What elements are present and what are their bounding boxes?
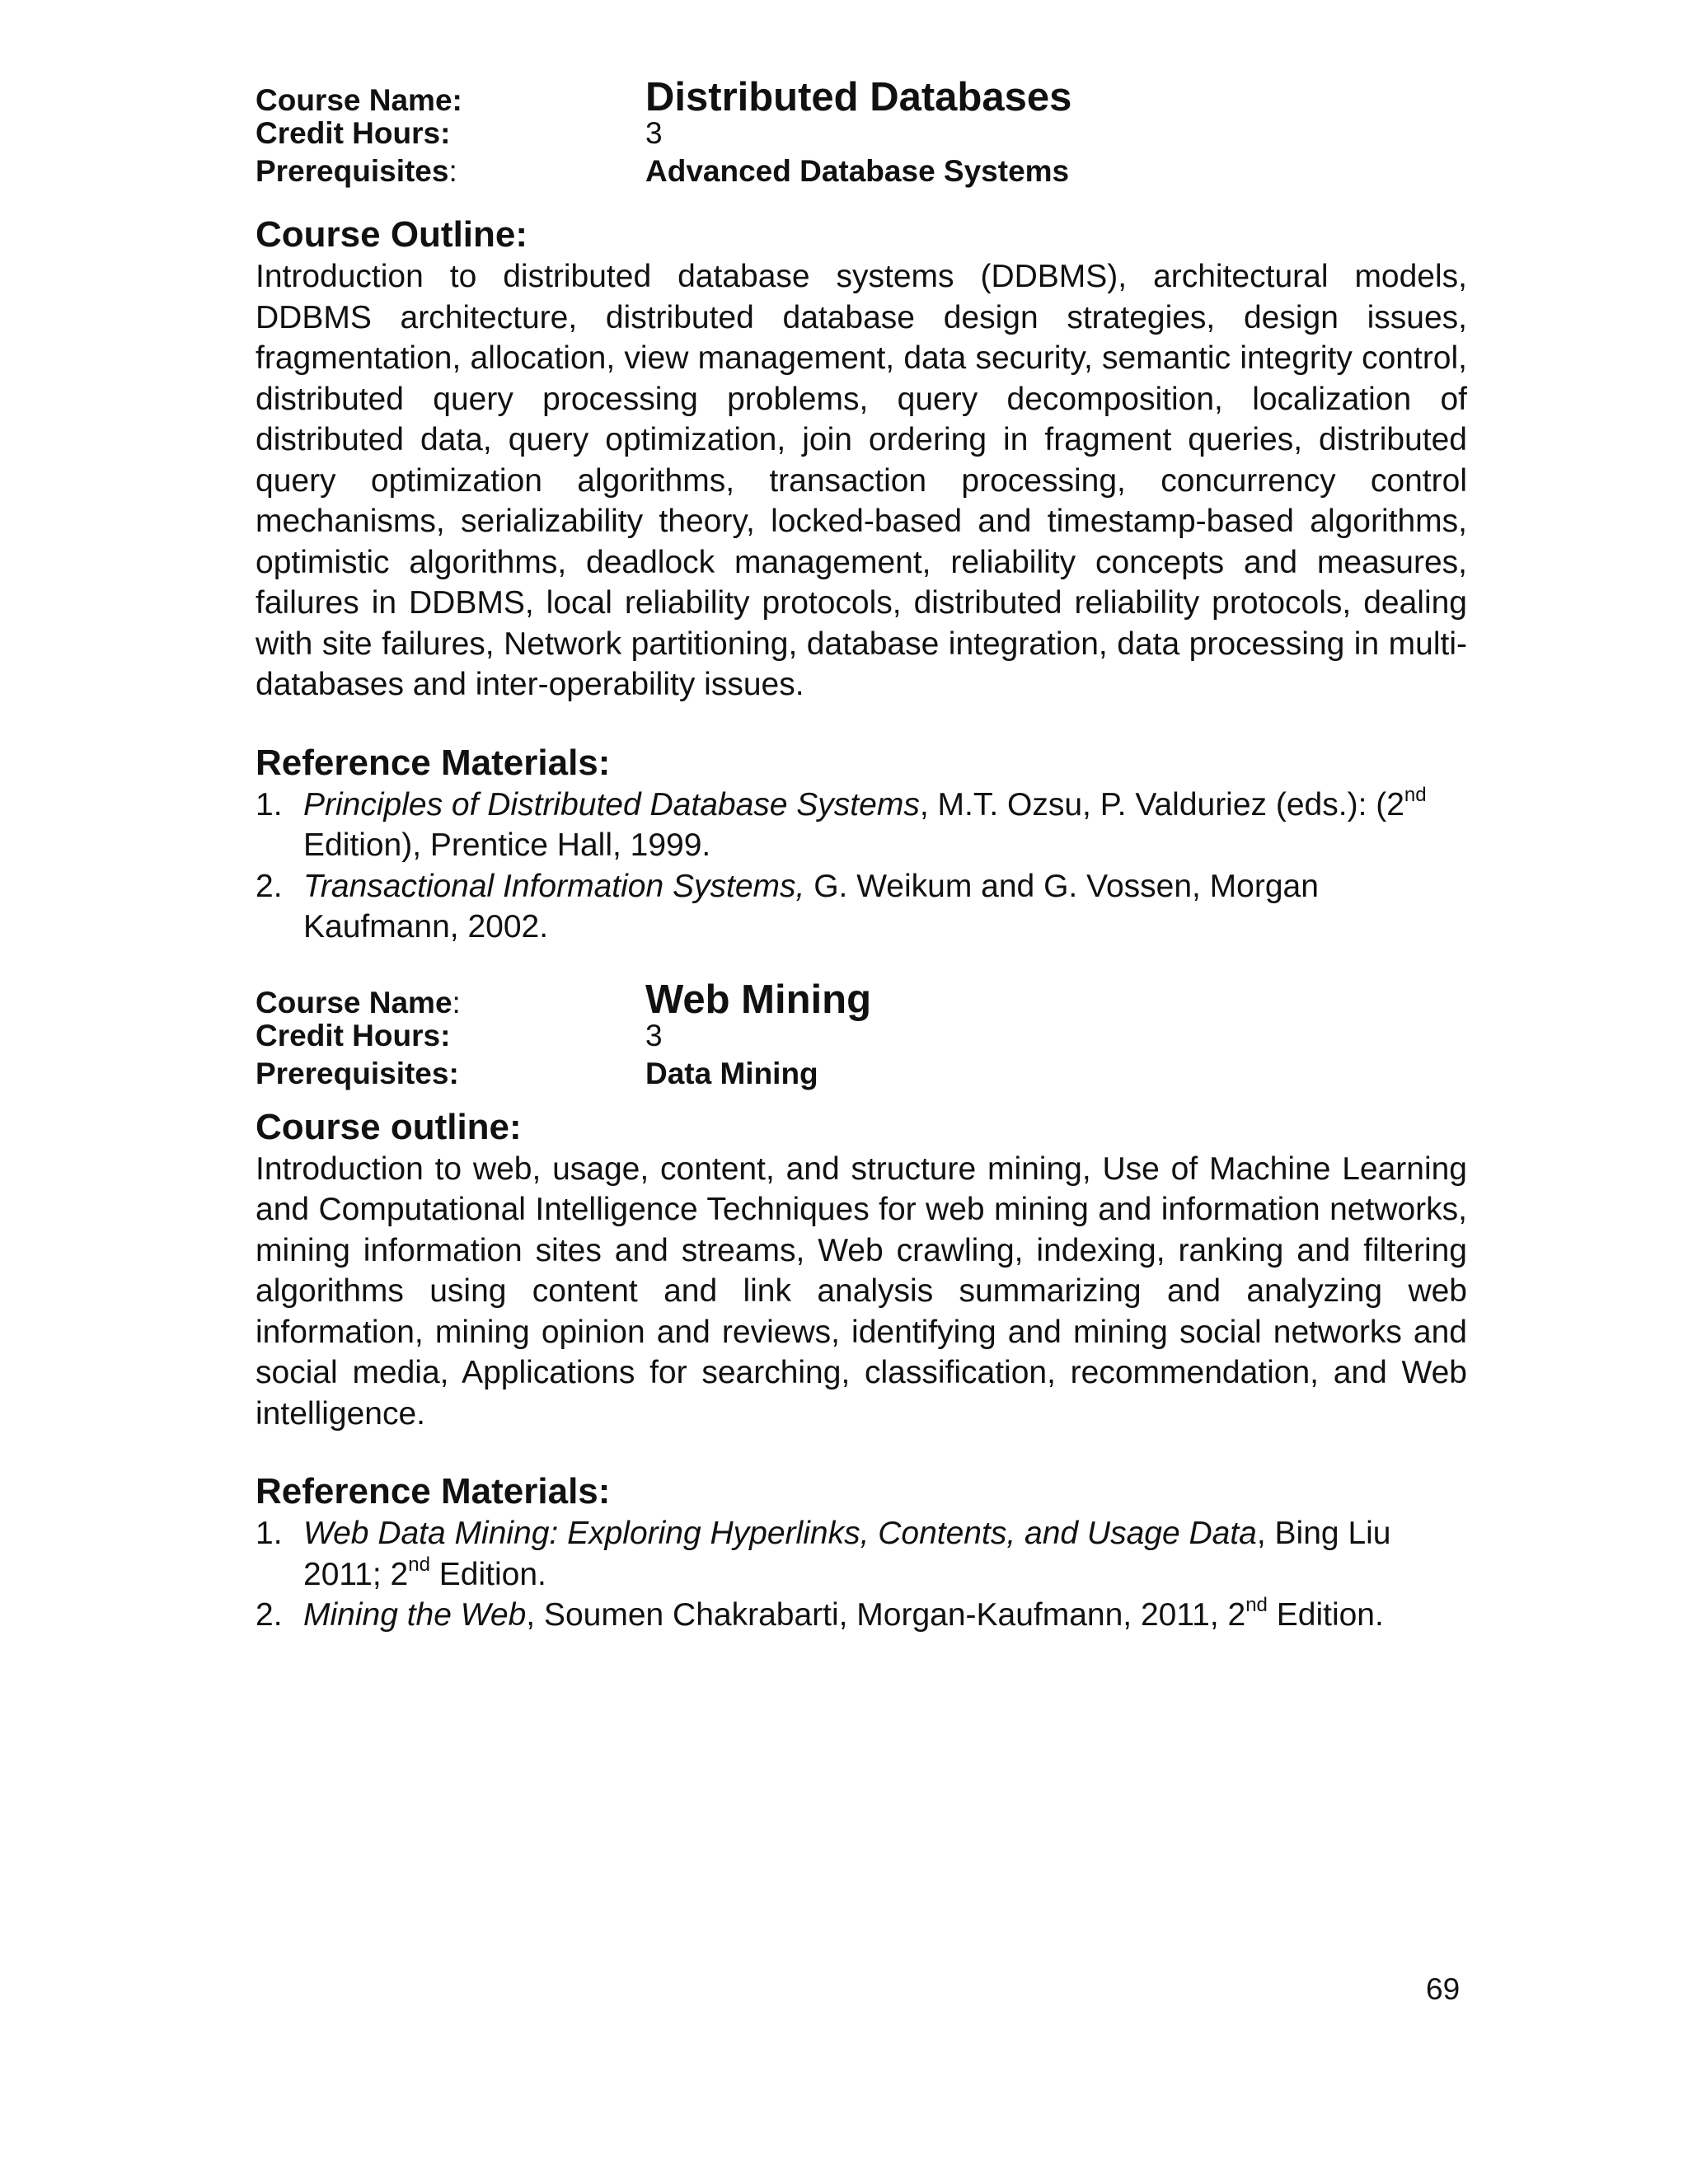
reference-title: Transactional Information Systems, (303, 868, 805, 904)
reference-number: 1. (256, 786, 283, 823)
reference-details-end: Edition. (429, 1556, 546, 1592)
reference-title: Mining the Web (303, 1597, 527, 1633)
course-meta (256, 977, 1467, 1094)
reference-item (256, 1595, 1467, 1636)
superscript-ordinal: nd (1404, 783, 1427, 806)
course-name-label: Course Name: (256, 83, 462, 117)
course-name-label (256, 986, 645, 1020)
prerequisites-row (256, 154, 1467, 192)
course-outline-text: Introduction to web, usage, content, and structure mining, Use of Machine Learning and Computational Intelligence Techniques for web mining and information networks, mining information sites and streams, Web crawling, indexing, ranking and filtering algorithms using content and link analysis summarizing and analyzing web information, mining opinion and reviews, identifying and mining social networks and social media, Applications for searching, classification, recommendation, and Web intelligence. (256, 1151, 1467, 1432)
reference-list (256, 1513, 1467, 1636)
reference-details-end: Edition. (1267, 1597, 1384, 1633)
superscript-ordinal: nd (408, 1553, 430, 1576)
reference-details-end: Edition), Prentice Hall, 1999. (303, 827, 711, 863)
course-web-mining (256, 977, 1467, 1636)
credit-hours-row (256, 116, 1467, 154)
reference-item (256, 1513, 1467, 1595)
credit-hours-label: Credit Hours: (256, 116, 451, 150)
reference-details: , Soumen Chakrabarti, Morgan-Kaufmann, 2011, 2 (526, 1597, 1246, 1633)
course-meta (256, 75, 1467, 192)
prerequisites-value: Advanced Database Systems (645, 154, 1070, 188)
credit-hours-value: 3 (645, 116, 663, 150)
prerequisites-label-text: Prerequisites (256, 154, 449, 188)
reference-title: Web Data Mining: Exploring Hyperlinks, Contents, and Usage Data (303, 1516, 1257, 1551)
reference-details: , M.T. Ozsu, P. Valduriez (eds.): (2 (919, 786, 1404, 823)
course-outline-heading: Course outline: (256, 1106, 522, 1147)
credit-hours-label: Credit Hours: (256, 1018, 451, 1052)
course-name: Web Mining (645, 977, 871, 1022)
prerequisites-value: Data Mining (645, 1056, 818, 1090)
reference-title: Principles of Distributed Database Systems (303, 786, 920, 823)
reference-item (256, 866, 1467, 948)
reference-number: 2. (256, 1597, 283, 1633)
course-outline-text: Introduction to distributed database systems (DDBMS), architectural models, DDBMS architecture, distributed database design strategies, design issues, fragmentation, allocation, view management, data security, semantic integrity control, distributed query processing problems, query decomposition, localization of distributed data, query optimization, join ordering in fragment queries, distributed query optimization algorithms, transaction processing, concurrency control mechanisms, serializability theory, locked-based and timestamp-based algorithms, optimistic algorithms, deadlock management, reliability concepts and measures, failures in DDBMS, local reliability protocols, distributed reliability protocols, dealing with site failures, Network partitioning, database integration, data processing in multi-databases and inter-operability issues. (256, 259, 1467, 702)
reference-number: 2. (256, 868, 283, 904)
course-name: Distributed Databases (645, 75, 1072, 120)
prerequisites-label: Prerequisites: (256, 1056, 459, 1090)
reference-item (256, 785, 1467, 866)
prerequisites-row (256, 1057, 1467, 1094)
reference-materials-heading: Reference Materials: (256, 1471, 611, 1511)
reference-number: 1. (256, 1516, 283, 1551)
course-name-label-text: Course Name (256, 985, 452, 1019)
reference-details: G. Weikum and G. Vossen, Morgan Kaufmann, 2002. (303, 868, 1319, 944)
course-distributed-databases (256, 75, 1467, 948)
course-name-label-colon: : (452, 985, 461, 1019)
credit-hours-value: 3 (645, 1018, 663, 1052)
reference-materials-heading: Reference Materials: (256, 742, 611, 783)
superscript-ordinal: nd (1245, 1594, 1268, 1616)
page-content (256, 75, 1467, 1636)
credit-hours-row (256, 1019, 1467, 1057)
reference-details: , Bing Liu 2011; 2 (303, 1516, 1391, 1592)
page-number: 69 (1426, 1972, 1461, 2006)
course-name-row (256, 977, 1467, 1022)
prerequisites-label (256, 154, 645, 189)
prerequisites-label-colon: : (448, 154, 457, 188)
course-outline-heading: Course Outline: (256, 214, 528, 255)
reference-list (256, 785, 1467, 948)
course-name-row (256, 75, 1467, 120)
